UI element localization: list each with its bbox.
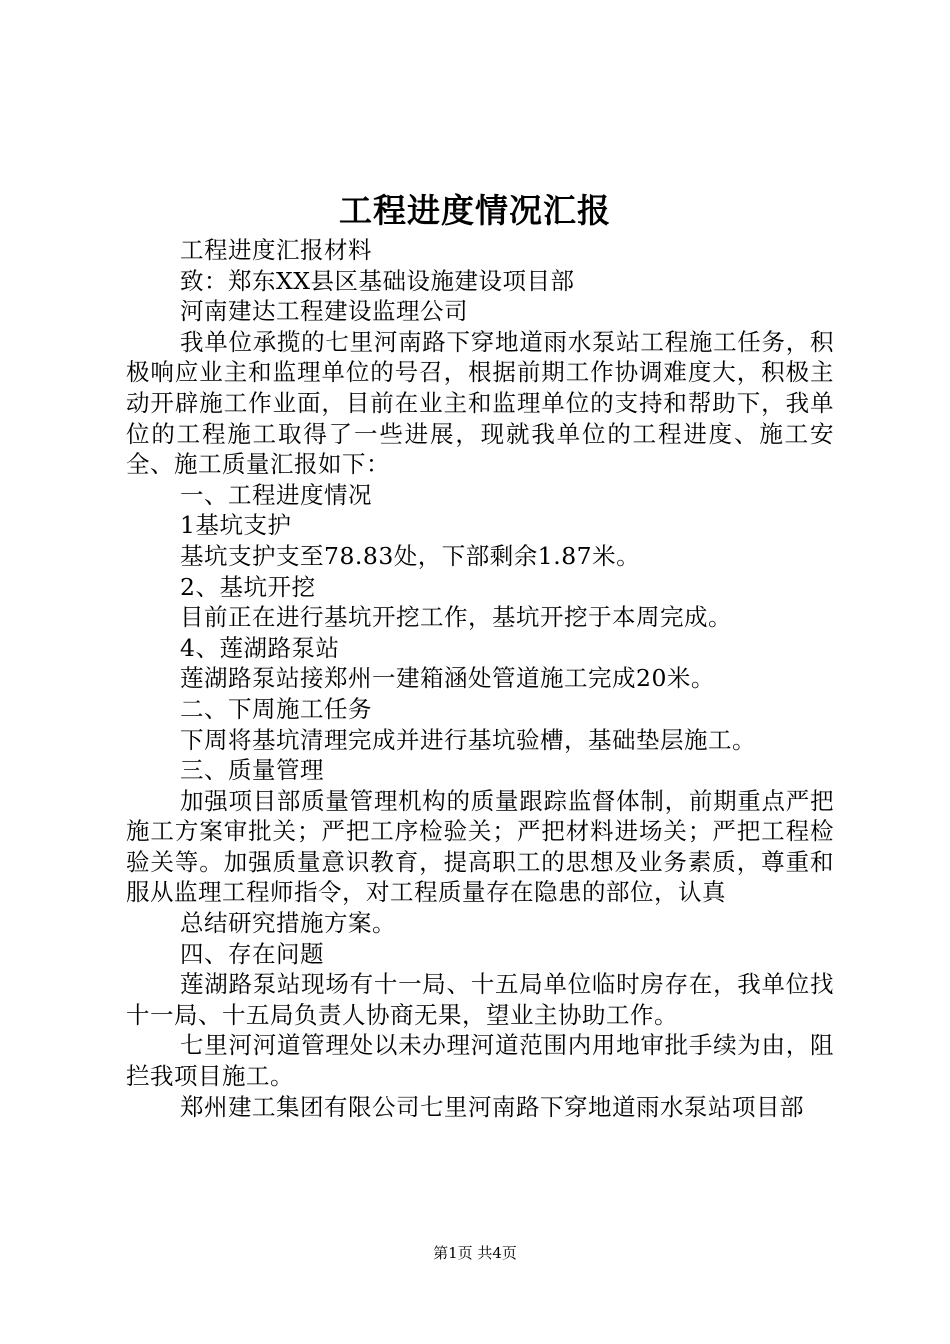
paragraph-quality-summary: 总结研究措施方案。 (180, 909, 396, 938)
paragraph-support: 基坑支护支至78.83处，下部剩余1.87米。 (180, 541, 641, 570)
paragraph-intro: 我单位承揽的七里河南路下穿地道雨水泵站工程施工任务，积极响应业主和监理单位的号召，根据前期工作协调难度大，积极主动开辟施工作业面，目前在业主和监理单位的支持和帮助下，我单位的工程施工取得了一些进展，现就我单位的工程进度、施工安全、施工质量汇报如下： (126, 327, 834, 479)
paragraph-heading-material: 工程进度汇报材料 (180, 236, 372, 264)
paragraph-issue-temporary-housing: 莲湖路泵站现场有十一局、十五局单位临时房存在，我单位找十一局、十五局负责人协商无果，望业主协助工作。 (126, 970, 834, 1029)
section-heading-quality: 三、质量管理 (180, 756, 324, 785)
paragraph-signature: 郑州建工集团有限公司七里河南路下穿地道雨水泵站项目部 (180, 1092, 804, 1121)
subheading-pump-station: 4、莲湖路泵站 (180, 633, 340, 662)
paragraph-excavation: 目前正在进行基坑开挖工作，基坑开挖于本周完成。 (180, 603, 732, 632)
subheading-excavation: 2、基坑开挖 (180, 572, 316, 601)
paragraph-issue-river-management: 七里河河道管理处以未办理河道范围内用地审批手续为由，阻拦我项目施工。 (126, 1031, 834, 1091)
subheading-support: 1基坑支护 (180, 511, 292, 540)
paragraph-quality: 加强项目部质量管理机构的质量跟踪监督体制，前期重点严把施工方案审批关；严把工序检验关；严把材料进场关；严把工程检验关等。加强质量意识教育，提高职工的思想及业务素质，尊重和服从监理工程师指令，对工程质量存在隐患的部位，认真 (126, 786, 834, 907)
page-title: 工程进度情况汇报 (339, 191, 611, 230)
section-heading-progress: 一、工程进度情况 (180, 480, 372, 509)
paragraph-pump-station: 莲湖路泵站接郑州一建箱涵处管道施工完成20米。 (180, 664, 715, 693)
document-body (126, 235, 834, 1122)
paragraph-next-week: 下周将基坑清理完成并进行基坑验槽，基础垫层施工。 (180, 725, 756, 754)
section-heading-issues: 四、存在问题 (180, 939, 324, 968)
page-footer: 第1页 共4页 (433, 1244, 517, 1262)
paragraph-cc: 河南建达工程建设监理公司 (180, 297, 468, 326)
paragraph-addressee: 致：郑东XX县区基础设施建设项目部 (180, 266, 575, 295)
section-heading-next-week: 二、下周施工任务 (180, 694, 372, 723)
